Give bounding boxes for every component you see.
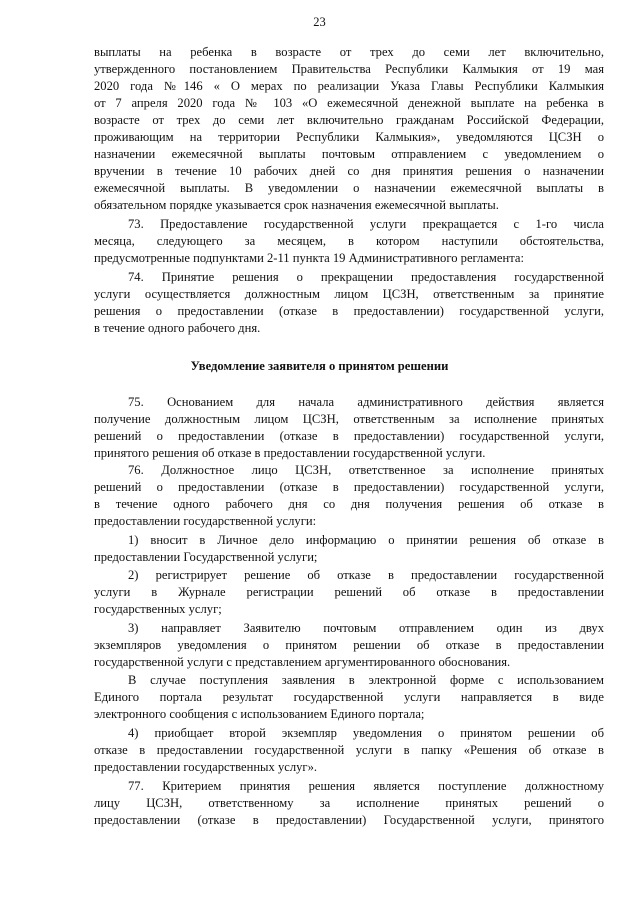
text-line: государственных услуг; — [94, 602, 222, 616]
text-line: услуги осуществляется должностным лицом ЦСЗН, ответственным за принятие — [94, 287, 604, 301]
text-line: государственной услуги с представлением аргументированного обоснования. — [94, 655, 511, 669]
text-line: ежемесячной выплаты. В уведомлении о назначении ежемесячной выплаты в — [94, 181, 604, 195]
text-line: получение должностным лицом ЦСЗН, ответственным за исполнение принятых — [94, 412, 604, 426]
paragraph-75-line: 75. Основанием для начала административного действия является — [128, 395, 604, 409]
electronic-form-line: В случае поступления заявления в электронной форме с использованием — [128, 673, 604, 687]
text-line: отказе в предоставлении государственной услуги в папку «Решения об отказе в — [94, 743, 604, 757]
list-item-3-line: 3) направляет Заявителю почтовым отправлением один из двух — [128, 621, 604, 635]
text-line: проживающим на территории Республики Калмыкия», уведомляются ЦСЗН о — [94, 130, 604, 144]
paragraph-73-line: 73. Предоставление государственной услуги прекращается с 1-го числа — [128, 217, 604, 231]
text-line: решений о предоставлении (отказе в предоставлении) государственной услуги, — [94, 429, 604, 443]
paragraph-77-line: 77. Критерием принятия решения является поступление должностному — [128, 779, 604, 793]
text-line: предоставлении Государственной услуги; — [94, 550, 318, 564]
text-line: в течение одного рабочего дня. — [94, 321, 261, 335]
section-heading: Уведомление заявителя о принятом решении — [190, 359, 449, 373]
text-line: от 7 апреля 2020 года № 103 «О ежемесячной денежной выплате на ребенка в — [94, 96, 604, 110]
text-line: экземпляров уведомления о принятом решении об отказе в предоставлении — [94, 638, 604, 652]
page-number: 23 — [313, 15, 326, 29]
text-line: принятого решения об отказе в предоставлении государственной услуги. — [94, 446, 486, 460]
text-line: 2020 года №146 « О мерах по реализации Указа Главы Республики Калмыкия — [94, 79, 604, 93]
text-line: электронного сообщения с использованием Единого портала; — [94, 707, 425, 721]
text-line: предоставлении (отказе в предоставлении) Государственной услуги, принятого — [94, 813, 604, 827]
text-line: лицу ЦСЗН, ответственному за исполнение принятых решений о — [94, 796, 604, 810]
text-line: услуги в Журнале регистрации решений об отказе в предоставлении — [94, 585, 604, 599]
text-line: вручении в течение 10 рабочих дней со дня принятия решения о назначении — [94, 164, 604, 178]
text-line: утвержденного постановлением Правительства Республики Калмыкия от 19 мая — [94, 62, 604, 76]
text-line: назначении ежемесячной выплаты почтовым отправлением с уведомлением о — [94, 147, 604, 161]
text-line: предоставлении государственных услуг». — [94, 760, 318, 774]
text-line: предоставлении государственной услуги: — [94, 514, 317, 528]
paragraph-74-line: 74. Принятие решения о прекращении предоставления государственной — [128, 270, 604, 284]
text-line: предусмотренные подпунктами 2-11 пункта 19 Административного регламента: — [94, 251, 524, 265]
text-line: месяца, следующего за месяцем, в котором наступили обстоятельства, — [94, 234, 604, 248]
list-item-4-line: 4) приобщает второй экземпляр уведомления о принятом решении об — [128, 726, 604, 740]
text-line: возрасте от трех до семи лет включительно гражданам Российской Федерации, — [94, 113, 604, 127]
list-item-1-line: 1) вносит в Личное дело информацию о принятии решения об отказе в — [128, 533, 604, 547]
text-line: решений о предоставлении (отказе в предоставлении) государственной услуги, — [94, 480, 604, 494]
text-line: выплаты на ребенка в возрасте от трех до семи лет включительно, — [94, 45, 604, 59]
list-item-2-line: 2) регистрирует решение об отказе в предоставлении государственной — [128, 568, 604, 582]
text-line: в течение одного рабочего дня со дня получения решения об отказе в — [94, 497, 604, 511]
text-line: обязательном порядке указывается срок назначения ежемесячной выплаты. — [94, 198, 499, 212]
paragraph-76-line: 76. Должностное лицо ЦСЗН, ответственное за исполнение принятых — [128, 463, 604, 477]
text-line: решения о предоставлении (отказе в предоставлении) государственной услуги, — [94, 304, 604, 318]
text-line: Единого портала результат государственной услуги направляется в виде — [94, 690, 604, 704]
